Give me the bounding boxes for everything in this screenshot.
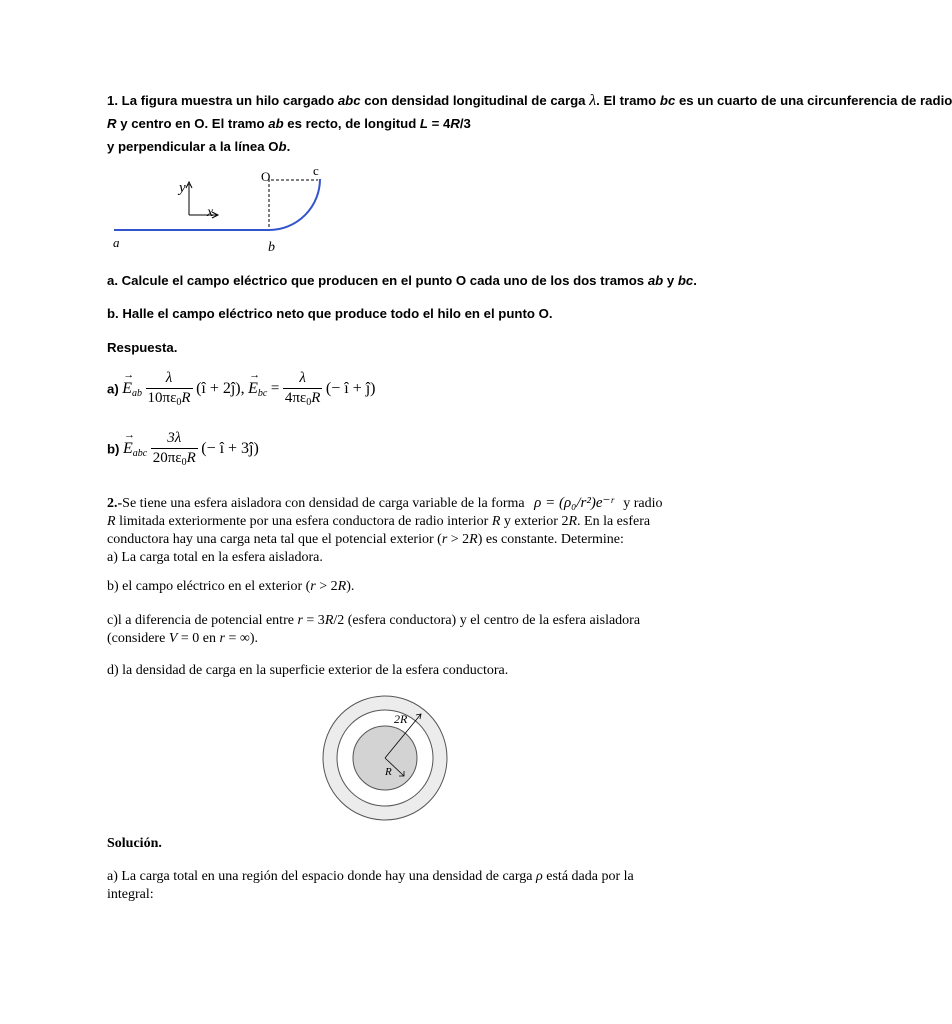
label-a: a xyxy=(113,235,120,250)
spheres-figure xyxy=(320,693,450,823)
item-c: c)l a diferencia de potencial entre r = 3R/2 (esfera conductora) y el centro de la esfera aisladora (considere V = 0 en r = ∞). xyxy=(107,613,641,646)
label-c: c xyxy=(313,163,319,178)
answer-b: b) → $E_{abc}$ $\frac{3\lambda}{20\pi\varepsilon_0R}$ (− î + 3ĵ) xyxy=(107,428,259,468)
wire-figure xyxy=(108,160,338,260)
item-b: b) el campo eléctrico en el exterior (r > 2R). xyxy=(107,579,355,594)
lambda-symbol: λ xyxy=(589,92,597,109)
fraction-2: $\frac{\lambda}{4\pi\varepsilon_0R}$ xyxy=(284,370,321,408)
problem1-statement: 1. La figura muestra un hilo cargado abc con densidad longitudinal de carga λ. El tramo bc es un cuarto de una circunferencia de radio R y centro en O. El tramo ab es recto, de longitud L = 4R/3 y perpendicular a la línea Ob. xyxy=(107,92,952,154)
part-a: a. Calcule el campo eléctrico que producen en el punto O cada uno de los dos tramos ab y bc. xyxy=(107,273,697,288)
answer-a: a) → $E_{ab}$ $\frac{\lambda}{10\pi\varepsilon_0R}$ (î + 2ĵ), → $E_{bc}$ = $\frac{\lambda}{4\pi\varepsilon_0R}$ (− î + ĵ) xyxy=(107,368,376,408)
item-a: a) La carga total en la esfera aisladora. xyxy=(107,550,323,565)
vector-e-bc: → E xyxy=(248,368,261,397)
label-r: R xyxy=(385,766,392,778)
fraction-3: $\frac{3\lambda}{20\pi\varepsilon_0R}$ xyxy=(152,430,196,468)
wire-arc-bc xyxy=(269,179,320,230)
problem2-intro: 2.-Se tiene una esfera aisladora con densidad de carga variable de la forma ρ = (ρ₀/r²)e⁻ʳ y radio R limitada exteriormente por una esfera conductora de radio interior R y exterior 2R. En la esfera conductora hay una carga neta tal que el potencial exterior (r > 2R) es constante. Determine: a) La carga total en la esfera aisladora. xyxy=(107,494,667,567)
answer-heading: Respuesta. xyxy=(107,340,178,355)
var-abc: abc xyxy=(337,93,361,108)
part-b: b. Halle el campo eléctrico neto que produce todo el hilo en el punto O. xyxy=(107,306,553,321)
vector-e-ab: → E xyxy=(122,368,135,397)
label-o: O xyxy=(261,169,271,184)
label-2r: 2R xyxy=(394,712,408,726)
item-d: d) la densidad de carga en la superficie exterior de la esfera conductora. xyxy=(107,663,509,678)
fraction-1: $\frac{\lambda}{10\pi\varepsilon_0R}$ xyxy=(147,370,191,408)
label-y: y xyxy=(179,180,186,196)
label-b: b xyxy=(268,240,275,255)
solution-paragraph: a) La carga total en una región del espacio donde hay una densidad de carga ρ está dada por la integral: xyxy=(107,869,634,902)
label-x: x xyxy=(207,205,214,220)
vector-e-abc: → E xyxy=(122,428,135,457)
solution-heading: Solución. xyxy=(107,836,162,851)
density-formula: ρ = (ρ₀/r²)e⁻ʳ xyxy=(534,495,614,511)
